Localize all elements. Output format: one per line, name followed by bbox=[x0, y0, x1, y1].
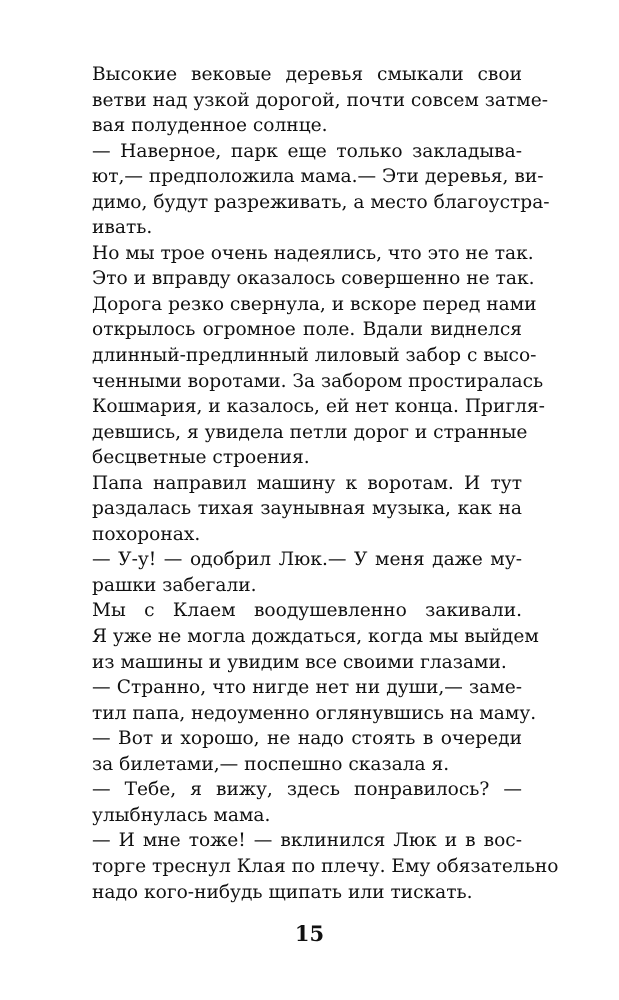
paragraph bbox=[92, 828, 559, 905]
text-line: Я уже не могла дождаться, когда мы выйдем bbox=[92, 626, 539, 648]
text-line: торге треснул Клая по плечу. Ему обязательно bbox=[92, 855, 559, 877]
text-line: открылось огромное поле. Вдали виднелся bbox=[92, 319, 522, 341]
text-line: раздалась тихая заунывная музыка, как на bbox=[92, 498, 522, 520]
text-line: — Наверное, парк еще только закладыва- bbox=[92, 140, 522, 162]
text-line: Высокие вековые деревья смыкали свои bbox=[92, 64, 522, 85]
paragraph bbox=[92, 598, 539, 675]
paragraph bbox=[92, 62, 549, 139]
text-line: за билетами,— поспешно сказала я. bbox=[92, 753, 450, 775]
text-line: Дорога резко свернула, и вскоре перед нами bbox=[92, 293, 537, 315]
paragraph bbox=[92, 675, 537, 726]
text-line: бесцветные строения. bbox=[92, 447, 310, 469]
text-line: — Вот и хорошо, не надо стоять в очереди bbox=[92, 728, 522, 750]
text-line: Но мы трое очень надеялись, что это не так. bbox=[92, 242, 534, 264]
paragraph bbox=[92, 547, 522, 598]
text-line: девшись, я увидела петли дорог и странные bbox=[92, 421, 528, 443]
paragraph bbox=[92, 139, 550, 241]
text-line: — У-у! — одобрил Люк.— У меня даже му- bbox=[92, 549, 522, 571]
text-line: ветви над узкой дорогой, почти совсем затме- bbox=[92, 89, 549, 111]
paragraph bbox=[92, 726, 522, 777]
paragraph bbox=[92, 777, 522, 828]
text-line: димо, будут разреживать, а место благоустра- bbox=[92, 191, 550, 213]
text-line: Кошмария, и казалось, ей нет конца. Пригля- bbox=[92, 396, 545, 418]
text-line: — Странно, что нигде нет ни души,— заме- bbox=[92, 677, 522, 699]
text-line: ют,— предположила мама.— Эти деревья, ви- bbox=[92, 166, 544, 188]
text-line: Папа направил машину к воротам. И тут bbox=[92, 472, 522, 494]
text-line: улыбнулась мама. bbox=[92, 804, 271, 826]
paragraph bbox=[92, 292, 545, 471]
text-line: ченными воротами. За забором простиралась bbox=[92, 370, 544, 392]
text-line: Мы с Клаем воодушевленно закивали. bbox=[92, 600, 522, 622]
text-line: рашки забегали. bbox=[92, 574, 257, 596]
paragraph bbox=[92, 241, 535, 292]
body-text bbox=[92, 62, 559, 905]
text-line: — И мне тоже! — вклинился Люк и в вос- bbox=[92, 830, 522, 852]
text-line: длинный-предлинный лиловый забор с высо- bbox=[92, 345, 537, 367]
text-line: похоронах. bbox=[92, 523, 201, 545]
page-number: 15 bbox=[294, 921, 325, 946]
text-line: ивать. bbox=[92, 217, 153, 239]
text-line: из машины и увидим все своими глазами. bbox=[92, 651, 507, 673]
text-line: вая полуденное солнце. bbox=[92, 115, 328, 137]
text-line: тил папа, недоуменно оглянувшись на маму. bbox=[92, 702, 537, 724]
text-line: Это и вправду оказалось совершенно не так. bbox=[92, 268, 535, 290]
text-line: — Тебе, я вижу, здесь понравилось? — bbox=[92, 779, 522, 801]
paragraph bbox=[92, 471, 522, 548]
text-line: надо кого-нибудь щипать или тискать. bbox=[92, 881, 473, 903]
